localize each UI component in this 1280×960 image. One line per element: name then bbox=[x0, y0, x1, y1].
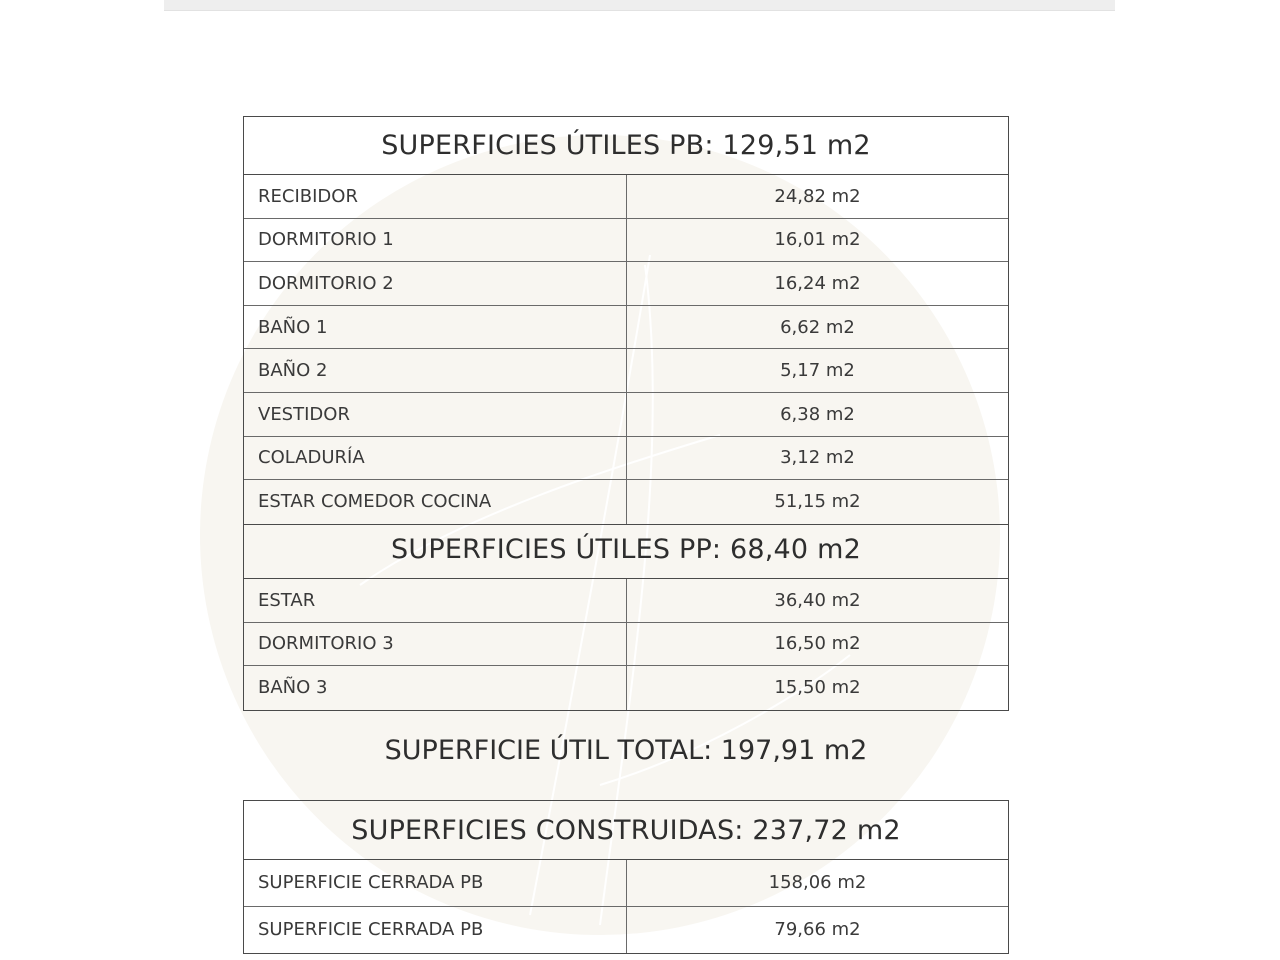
row-label: SUPERFICIE CERRADA PB bbox=[244, 907, 627, 954]
table-pb bbox=[243, 116, 1009, 525]
row-value: 158,06 m2 bbox=[768, 872, 867, 894]
table-pp bbox=[243, 521, 1009, 711]
row-value: 51,15 m2 bbox=[774, 491, 861, 513]
row-value: 16,01 m2 bbox=[774, 229, 861, 251]
table-row bbox=[244, 623, 1008, 667]
row-value: 16,50 m2 bbox=[774, 633, 861, 655]
row-value: 15,50 m2 bbox=[774, 677, 861, 699]
total-surface-title: SUPERFICIE ÚTIL TOTAL: 197,91 m2 bbox=[384, 734, 868, 766]
row-value: 16,24 m2 bbox=[774, 272, 861, 294]
row-label: RECIBIDOR bbox=[244, 175, 627, 218]
row-value: 24,82 m2 bbox=[774, 185, 861, 207]
row-label: SUPERFICIE CERRADA PB bbox=[244, 860, 627, 906]
table-row bbox=[244, 349, 1008, 393]
row-label: DORMITORIO 2 bbox=[244, 262, 627, 305]
table-row bbox=[244, 860, 1008, 907]
table-row bbox=[244, 175, 1008, 219]
table-row bbox=[244, 907, 1008, 954]
table-row bbox=[244, 480, 1008, 524]
table-construidas-title: SUPERFICIES CONSTRUIDAS: 237,72 m2 bbox=[244, 801, 1008, 860]
table-row bbox=[244, 219, 1008, 263]
row-label: DORMITORIO 1 bbox=[244, 219, 627, 262]
row-label: BAÑO 3 bbox=[244, 666, 627, 710]
row-label: DORMITORIO 3 bbox=[244, 623, 627, 666]
table-construidas bbox=[243, 800, 1009, 954]
row-value: 79,66 m2 bbox=[774, 919, 861, 941]
table-row bbox=[244, 262, 1008, 306]
row-value: 6,38 m2 bbox=[780, 403, 855, 425]
top-bar bbox=[164, 0, 1115, 11]
row-label: ESTAR COMEDOR COCINA bbox=[244, 480, 627, 524]
row-value: 36,40 m2 bbox=[774, 589, 861, 611]
row-label: BAÑO 1 bbox=[244, 306, 627, 349]
row-label: VESTIDOR bbox=[244, 393, 627, 436]
row-value: 3,12 m2 bbox=[780, 447, 855, 469]
table-pp-title: SUPERFICIES ÚTILES PP: 68,40 m2 bbox=[244, 521, 1008, 579]
table-row bbox=[244, 666, 1008, 710]
table-row bbox=[244, 437, 1008, 481]
row-value: 5,17 m2 bbox=[780, 360, 855, 382]
table-pb-title: SUPERFICIES ÚTILES PB: 129,51 m2 bbox=[244, 117, 1008, 175]
row-label: ESTAR bbox=[244, 579, 627, 622]
row-value: 6,62 m2 bbox=[780, 316, 855, 338]
table-row bbox=[244, 579, 1008, 623]
row-label: COLADURÍA bbox=[244, 437, 627, 480]
table-row bbox=[244, 393, 1008, 437]
table-row bbox=[244, 306, 1008, 350]
row-label: BAÑO 2 bbox=[244, 349, 627, 392]
